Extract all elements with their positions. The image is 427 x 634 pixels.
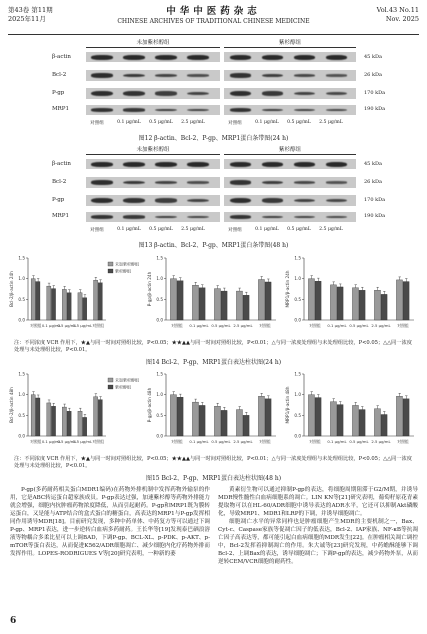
bar bbox=[381, 294, 387, 320]
y-tick-label: 0.5 bbox=[18, 412, 25, 418]
blot-strip bbox=[86, 52, 220, 62]
bar bbox=[192, 402, 198, 436]
blot-band bbox=[230, 215, 251, 218]
blot-band bbox=[262, 55, 283, 60]
bar bbox=[243, 295, 249, 320]
bar bbox=[214, 406, 220, 436]
blot-band bbox=[123, 162, 145, 167]
y-tick-label: 0.5 bbox=[18, 296, 25, 302]
bar bbox=[47, 286, 51, 320]
blot-band bbox=[326, 109, 347, 111]
y-axis-label: Bcl-2/β-actin 48h bbox=[9, 387, 14, 423]
blot-band bbox=[91, 55, 113, 60]
blot-lane-label: 0.5 μg/mL bbox=[149, 120, 173, 125]
blot-kda-label: 170 kDa bbox=[364, 90, 386, 96]
blot-band bbox=[294, 162, 315, 167]
x-tick-label: 0.1 μg/mL bbox=[189, 323, 209, 328]
bar bbox=[36, 282, 40, 320]
blot-strip bbox=[86, 159, 220, 169]
x-tick-label: 2.5 μg/mL bbox=[233, 439, 253, 444]
blot-band bbox=[155, 181, 177, 184]
bar bbox=[62, 289, 66, 320]
bar bbox=[199, 288, 205, 320]
blot-row-label: MRP1 bbox=[52, 106, 69, 112]
bar bbox=[396, 396, 402, 436]
bar bbox=[170, 279, 176, 320]
legend-swatch bbox=[108, 262, 113, 266]
blot-strip bbox=[224, 177, 356, 188]
header-center bbox=[98, 6, 329, 26]
figure-15-caption: 图15 Bcl-2、P-gp、MRP1蛋白表达柱状图(48 h) bbox=[145, 475, 282, 482]
bar bbox=[315, 281, 321, 320]
bar bbox=[31, 395, 35, 436]
y-tick-label: 1.5 bbox=[18, 371, 25, 377]
blot-band bbox=[326, 216, 347, 218]
blot-band bbox=[294, 199, 315, 203]
bar bbox=[352, 405, 358, 436]
blot-strip bbox=[86, 70, 220, 81]
bar bbox=[221, 291, 227, 320]
legend-label: 未加紫杉醇组 bbox=[115, 261, 139, 267]
bar bbox=[265, 399, 271, 436]
bar bbox=[243, 415, 249, 436]
blot-band bbox=[230, 180, 251, 184]
blot-band bbox=[187, 162, 209, 167]
y-tick-label: 1.5 bbox=[294, 371, 301, 377]
legend-label: 未加紫杉醇组 bbox=[115, 377, 139, 383]
blot-band bbox=[326, 92, 347, 95]
blot-band bbox=[123, 198, 145, 203]
x-tick-label: 2.5 μg/mL bbox=[73, 323, 93, 328]
body-paragraph: P-gp(多药耐药相关蛋白MDR1编码)在药物外排机制中发挥药物外输泵的作用，它是ABC转运蛋白超家族成员。P-gp表达过强，加速紫杉醇等药物外排能力就会增强，细胞内抗肿瘤药物浓度降低，从而引起耐药。P-gp和MRP1既为膜转运蛋白，又是能与ATP结合的盒式蛋白的糖蛋白，高表达的MRP1与P-gp发挥相同作用诱导MDR[18]。目前研究发现，多种中药单体、中药复方等可以通过下调P-gp、MRP1表达，进一步逆转白血病多药耐药。王长华等[19]发现泰巴硒浪溶液等物耦合多柔比星可以上调BAD，下调P-gp、BCL-XL、p-PDK、p-AKT、p-mTOR等蛋白表达，从而促进K562/ADR细胞凋亡、减少细胞内化疗药物外排而发挥作用。LOPES-RODRIGUES V等[20]研究表明，一种新的萎 bbox=[10, 487, 210, 557]
bar bbox=[78, 293, 82, 320]
blot-band bbox=[294, 109, 315, 112]
header-right bbox=[377, 6, 419, 24]
blot-band bbox=[262, 91, 283, 96]
body-column-left bbox=[10, 486, 210, 558]
figure-14-note: 注：不同浓度 VCR 作用下，★▲与同一时间对照组比较，P<0.05；★★▲▲与同一时间对照组比较，P<0.01；△与同一浓度处理组与未处理组比较，P<0.05；△△同一浓度处理与未处理组比较，P<0.01。 bbox=[14, 340, 412, 353]
bar bbox=[352, 288, 358, 320]
blot-band bbox=[230, 162, 251, 167]
blot-band bbox=[230, 73, 251, 77]
bar bbox=[403, 399, 409, 436]
x-tick-label: 2.5 μg/mL bbox=[73, 439, 93, 444]
bar-chart-pgp-48h bbox=[146, 370, 282, 452]
bar bbox=[330, 402, 336, 436]
bar bbox=[170, 395, 176, 436]
header-volume-cn: 第43卷 第11期 bbox=[8, 6, 53, 14]
blot-band bbox=[91, 198, 113, 204]
bar bbox=[359, 410, 365, 436]
blot-strip bbox=[86, 195, 220, 206]
blot-band bbox=[230, 108, 251, 111]
y-tick-label: 0.5 bbox=[156, 412, 163, 418]
bar bbox=[236, 410, 242, 436]
x-tick-label: 对照组 bbox=[92, 323, 104, 328]
blot-band bbox=[155, 162, 177, 167]
blot-group-label-left: 未加紫杉醇组 bbox=[86, 145, 220, 155]
bar bbox=[396, 280, 402, 320]
y-tick-label: 1.0 bbox=[156, 276, 163, 282]
x-tick-label: 对照组 bbox=[397, 323, 409, 328]
blot-band bbox=[187, 109, 209, 112]
blot-band bbox=[262, 109, 283, 112]
y-tick-label: 0.0 bbox=[156, 433, 163, 439]
bar bbox=[315, 398, 321, 436]
blot-strip bbox=[224, 70, 356, 81]
x-tick-label: 对照组 bbox=[171, 439, 183, 444]
y-axis-label: Bcl-2/β-actin 24h bbox=[9, 271, 14, 307]
bar bbox=[51, 406, 55, 436]
x-tick-label: 对照组 bbox=[92, 439, 104, 444]
y-tick-label: 0.0 bbox=[18, 317, 25, 323]
blot-group-label-right: 紫杉醇组 bbox=[224, 38, 356, 48]
legend-swatch bbox=[108, 385, 113, 389]
blot-band bbox=[326, 74, 347, 76]
x-tick-label: 对照组 bbox=[30, 323, 42, 328]
bar bbox=[381, 415, 387, 436]
x-tick-label: 0.5 μg/mL bbox=[57, 323, 77, 328]
blot-strip bbox=[224, 212, 356, 222]
page-number: 6 bbox=[10, 616, 17, 626]
blot-band bbox=[230, 198, 251, 204]
y-axis-label: P-gp/β-actin 48h bbox=[147, 387, 152, 423]
blot-band bbox=[123, 74, 145, 78]
bar bbox=[308, 279, 314, 320]
blot-lane-label: 0.1 μg/mL bbox=[255, 227, 279, 232]
bar bbox=[337, 287, 343, 320]
y-tick-label: 0.5 bbox=[156, 296, 163, 302]
blot-strip bbox=[224, 52, 356, 62]
bar-chart-bcl2-48h bbox=[8, 370, 144, 452]
blot-band bbox=[230, 91, 251, 97]
y-axis-label: MRP1/β-actin 48h bbox=[285, 386, 290, 424]
blot-band bbox=[91, 91, 113, 97]
blot-row-label: Bcl-2 bbox=[52, 72, 67, 78]
blot-band bbox=[294, 55, 315, 60]
header-left bbox=[8, 6, 53, 24]
header-date-cn: 2025年11月 bbox=[8, 15, 46, 23]
blot-band bbox=[187, 55, 209, 60]
bar bbox=[374, 409, 380, 436]
blot-band bbox=[262, 162, 283, 167]
journal-title-cn: 中华中医药杂志 bbox=[166, 6, 261, 17]
x-tick-label: 0.1 μg/mL bbox=[189, 439, 209, 444]
y-tick-label: 1.5 bbox=[156, 255, 163, 261]
blot-band bbox=[91, 108, 113, 111]
y-tick-label: 0.0 bbox=[294, 317, 301, 323]
legend-label: 紫杉醇组 bbox=[115, 384, 131, 390]
blot-band bbox=[326, 181, 347, 183]
blot-band bbox=[155, 198, 177, 202]
blot-row-label: MRP1 bbox=[52, 213, 69, 219]
bar bbox=[67, 411, 71, 436]
y-tick-label: 1.0 bbox=[18, 392, 25, 398]
header-rule bbox=[8, 34, 419, 35]
y-tick-label: 0.0 bbox=[156, 317, 163, 323]
bar bbox=[31, 279, 35, 320]
blot-strip bbox=[224, 105, 356, 115]
blot-band bbox=[91, 180, 113, 185]
blot-band bbox=[187, 199, 209, 203]
figure-13-caption: 图13 β-actin、Bcl-2、P-gp、MRP1蛋白条带图(48 h) bbox=[138, 242, 289, 249]
blot-band bbox=[155, 91, 177, 95]
x-tick-label: 0.5 μg/mL bbox=[211, 323, 231, 328]
bar bbox=[98, 283, 102, 320]
bar bbox=[337, 405, 343, 436]
blot-band bbox=[230, 55, 251, 60]
y-tick-label: 1.5 bbox=[156, 371, 163, 377]
y-tick-label: 0.5 bbox=[294, 412, 301, 418]
x-tick-label: 对照组 bbox=[30, 439, 42, 444]
blot-band bbox=[262, 216, 283, 219]
x-tick-label: 0.1 μg/mL bbox=[327, 439, 347, 444]
blot-band bbox=[187, 216, 209, 219]
x-tick-label: 对照组 bbox=[171, 323, 183, 328]
bar bbox=[51, 289, 55, 320]
body-paragraph: 细胞凋亡水平的异常同样也是肿瘤细胞产生MDR的主要机制之一，Bax、Cyt-c、Caspase家族等促凋亡因子的低表达，Bcl-2、IAP家族、NF-κB等抗凋亡因子高表达等，都可能引起白血病细胞的MDR发生[22]。在肿瘤相关凋亡调控中，Bcl-2发挥着抑制凋亡的作用。朱大诚等[23]研究发现，中药蟾酥能够下调Bcl-2、上调Bax的表达，诱导细胞凋亡；下调P-gp的表达，减少药物外泵，从而逆转CEM/VCR细胞的耐药性。 bbox=[218, 519, 418, 565]
bar bbox=[258, 279, 264, 320]
x-tick-label: 对照组 bbox=[309, 439, 321, 444]
bar bbox=[83, 298, 87, 320]
bar bbox=[67, 293, 71, 320]
blot-band bbox=[91, 162, 113, 167]
blot-band bbox=[326, 162, 347, 167]
blot-strip bbox=[86, 88, 220, 99]
blot-lane-label: 2.5 μg/mL bbox=[181, 120, 205, 125]
header-volume-en: Vol.43 No.11 bbox=[376, 6, 419, 14]
figure-12-caption: 图12 β-actin、Bcl-2、P-gp、MRP1蛋白条带图(24 h) bbox=[138, 135, 289, 142]
x-tick-label: 0.1 μg/mL bbox=[327, 323, 347, 328]
y-tick-label: 0.0 bbox=[294, 433, 301, 439]
blot-band bbox=[123, 181, 145, 185]
bar bbox=[221, 410, 227, 436]
y-tick-label: 1.0 bbox=[294, 276, 301, 282]
bar bbox=[62, 407, 66, 436]
x-tick-label: 0.5 μg/mL bbox=[211, 439, 231, 444]
bar bbox=[78, 411, 82, 436]
blot-band bbox=[123, 91, 145, 96]
bar-chart-mrp1-24h bbox=[284, 254, 420, 336]
blot-band bbox=[326, 55, 347, 60]
x-tick-label: 0.5 μg/mL bbox=[349, 439, 369, 444]
blot-lane-label: 2.5 μg/mL bbox=[181, 227, 205, 232]
bar bbox=[258, 396, 264, 436]
bar bbox=[36, 398, 40, 436]
blot-lane-label: 对照组 bbox=[228, 121, 242, 126]
blot-band bbox=[123, 215, 145, 218]
y-axis-label: P-gp/β-actin 24h bbox=[147, 271, 152, 307]
blot-lane-label: 0.5 μg/mL bbox=[287, 120, 311, 125]
blot-band bbox=[155, 109, 177, 112]
blot-strip bbox=[86, 212, 220, 222]
blot-band bbox=[155, 216, 177, 219]
blot-row-label: Bcl-2 bbox=[52, 179, 67, 185]
blot-kda-label: 26 kDa bbox=[364, 72, 382, 78]
blot-band bbox=[187, 74, 209, 77]
x-tick-label: 对照组 bbox=[259, 439, 271, 444]
blot-lane-label: 0.1 μg/mL bbox=[117, 227, 141, 232]
blot-band bbox=[262, 198, 283, 203]
journal-header bbox=[8, 6, 419, 36]
blot-kda-label: 26 kDa bbox=[364, 179, 382, 185]
blot-lane-label: 2.5 μg/mL bbox=[319, 120, 343, 125]
y-tick-label: 1.0 bbox=[294, 392, 301, 398]
blot-band bbox=[123, 55, 145, 60]
bar bbox=[94, 280, 98, 320]
y-tick-label: 1.0 bbox=[18, 276, 25, 282]
bar bbox=[374, 290, 380, 320]
blot-lane-label: 2.5 μg/mL bbox=[319, 227, 343, 232]
bar bbox=[83, 417, 87, 436]
blot-band bbox=[155, 55, 177, 60]
blot-band bbox=[294, 74, 315, 77]
blot-band bbox=[262, 74, 283, 78]
blot-row-label: P-gp bbox=[52, 90, 65, 96]
blot-group-label-left: 未加紫杉醇组 bbox=[86, 38, 220, 48]
bar bbox=[403, 282, 409, 320]
x-tick-label: 0.1 μg/mL bbox=[41, 439, 61, 444]
blot-strip bbox=[224, 195, 356, 206]
blot-strip bbox=[86, 105, 220, 115]
y-tick-label: 0.0 bbox=[18, 433, 25, 439]
blot-band bbox=[123, 108, 145, 111]
western-blot-48h bbox=[0, 145, 427, 240]
blot-row-label: β-actin bbox=[52, 161, 71, 167]
x-tick-label: 2.5 μg/mL bbox=[371, 439, 391, 444]
blot-lane-label: 对照组 bbox=[228, 228, 242, 233]
y-tick-label: 1.5 bbox=[294, 255, 301, 261]
bar bbox=[47, 403, 51, 436]
blot-lane-label: 对照组 bbox=[90, 228, 104, 233]
blot-band bbox=[294, 92, 315, 96]
bar bbox=[214, 289, 220, 320]
x-tick-label: 0.5 μg/mL bbox=[349, 323, 369, 328]
blot-lane-label: 0.1 μg/mL bbox=[117, 120, 141, 125]
bar bbox=[308, 395, 314, 436]
bar bbox=[177, 281, 183, 320]
blot-band bbox=[187, 92, 209, 96]
blot-lane-label: 0.1 μg/mL bbox=[255, 120, 279, 125]
blot-kda-label: 190 kDa bbox=[364, 106, 386, 112]
blot-strip bbox=[86, 177, 220, 188]
blot-kda-label: 170 kDa bbox=[364, 197, 386, 203]
blot-band bbox=[91, 73, 113, 78]
x-tick-label: 对照组 bbox=[397, 439, 409, 444]
blot-strip bbox=[224, 159, 356, 169]
y-axis-label: MRP1/β-actin 24h bbox=[285, 270, 290, 308]
figure-14-caption: 图14 Bcl-2、P-gp、MRP1蛋白表达柱状图(24 h) bbox=[145, 359, 282, 366]
blot-lane-label: 对照组 bbox=[90, 121, 104, 126]
journal-title-en: CHINESE ARCHIVES OF TRADITIONAL CHINESE MEDICINE bbox=[117, 18, 310, 25]
x-tick-label: 0.5 μg/mL bbox=[57, 439, 77, 444]
bar bbox=[98, 400, 102, 436]
blot-lane-label: 0.5 μg/mL bbox=[149, 227, 173, 232]
blot-band bbox=[294, 181, 315, 184]
bar bbox=[177, 397, 183, 436]
figure-15-note: 注：不同浓度 VCR 作用下，★▲与同一时间对照组比较，P<0.05；★★▲▲与同一时间对照组比较，P<0.01；△与同一浓度处理组与未处理组比较，P<0.05；△△同一浓度处理与未处理组比较，P<0.01。 bbox=[14, 456, 412, 469]
blot-band bbox=[326, 199, 347, 202]
bar-chart-mrp1-48h bbox=[284, 370, 420, 452]
bar bbox=[94, 397, 98, 436]
blot-kda-label: 190 kDa bbox=[364, 213, 386, 219]
bar bbox=[265, 282, 271, 320]
blot-row-label: β-actin bbox=[52, 54, 71, 60]
body-paragraph: 黄素衍生物可以通过抑制P-gp的表达，将细胞周期阻滞于G2/M期，并诱导MDR慢性髓性白血病细胞系的凋亡。LIN KN等[21]研究表明，葡萄籽原花青素提取物可以在HL-60/ADR细胞中诱导表达的ADR水平，它还可以抑制Akt磷酸化，导致MRP1、MDR1和LRP的下调，并诱导细胞凋亡。 bbox=[218, 487, 418, 517]
western-blot-24h bbox=[0, 38, 427, 133]
header-date-en: Nov. 2025 bbox=[385, 15, 419, 23]
x-tick-label: 2.5 μg/mL bbox=[371, 323, 391, 328]
bar bbox=[199, 405, 205, 436]
y-tick-label: 0.5 bbox=[294, 296, 301, 302]
blot-band bbox=[155, 74, 177, 77]
y-tick-label: 1.0 bbox=[156, 392, 163, 398]
blot-band bbox=[187, 181, 209, 184]
bar-chart-bcl2-24h bbox=[8, 254, 144, 336]
blot-band bbox=[262, 181, 283, 185]
blot-band bbox=[294, 216, 315, 219]
x-tick-label: 0.1 μg/mL bbox=[41, 323, 61, 328]
blot-kda-label: 45 kDa bbox=[364, 161, 382, 167]
legend-label: 紫杉醇组 bbox=[115, 268, 131, 274]
bar bbox=[192, 285, 198, 320]
y-tick-label: 1.5 bbox=[18, 255, 25, 261]
x-tick-label: 2.5 μg/mL bbox=[233, 323, 253, 328]
blot-strip bbox=[224, 88, 356, 99]
blot-row-label: P-gp bbox=[52, 197, 65, 203]
blot-kda-label: 45 kDa bbox=[364, 54, 382, 60]
body-column-right bbox=[218, 486, 418, 566]
bar bbox=[236, 291, 242, 320]
legend-swatch bbox=[108, 378, 113, 382]
x-tick-label: 对照组 bbox=[309, 323, 321, 328]
x-tick-label: 对照组 bbox=[259, 323, 271, 328]
bar bbox=[330, 285, 336, 320]
blot-band bbox=[91, 215, 113, 218]
bar-chart-pgp-24h bbox=[146, 254, 282, 336]
legend-swatch bbox=[108, 269, 113, 273]
bar bbox=[359, 290, 365, 320]
blot-lane-label: 0.5 μg/mL bbox=[287, 227, 311, 232]
blot-group-label-right: 紫杉醇组 bbox=[224, 145, 356, 155]
